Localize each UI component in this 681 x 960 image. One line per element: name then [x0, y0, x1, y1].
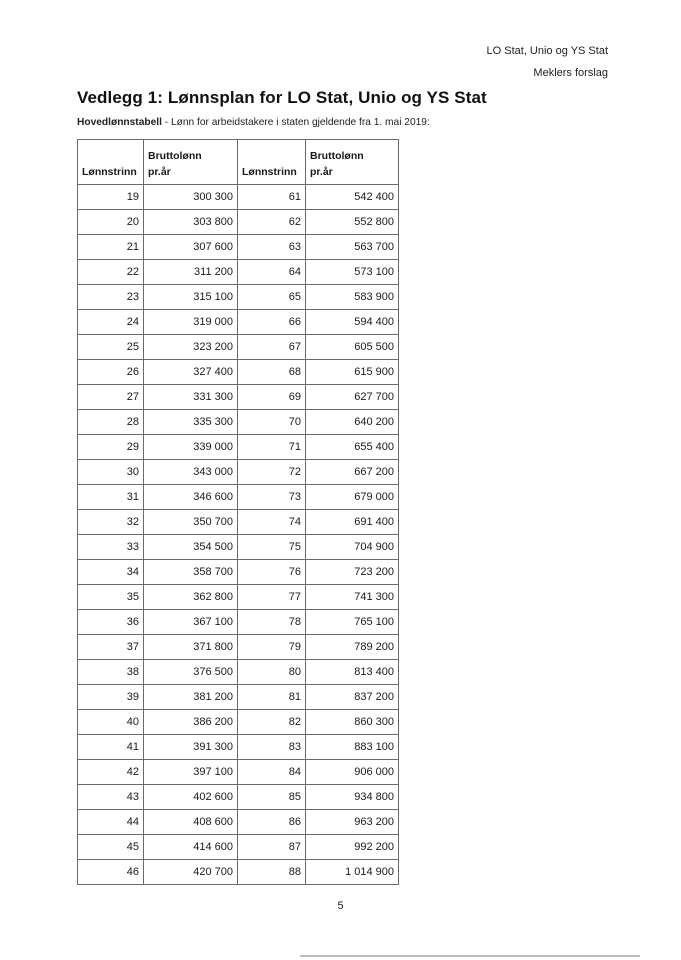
cell-step-left: 31 [78, 485, 144, 510]
cell-step-right: 69 [238, 385, 306, 410]
table-row [78, 560, 399, 585]
cell-step-left: 20 [78, 210, 144, 235]
cell-pay-left: 335 300 [144, 410, 238, 435]
cell-step-left: 32 [78, 510, 144, 535]
cell-step-right: 71 [238, 435, 306, 460]
cell-pay-left: 300 300 [144, 185, 238, 210]
table-body [78, 185, 399, 885]
table-row [78, 810, 399, 835]
cell-step-right: 86 [238, 810, 306, 835]
cell-step-left: 41 [78, 735, 144, 760]
cell-step-right: 65 [238, 285, 306, 310]
cell-pay-right: 667 200 [306, 460, 399, 485]
table-row [78, 360, 399, 385]
cell-step-left: 26 [78, 360, 144, 385]
header-pay-top: Bruttolønn [148, 150, 202, 162]
cell-pay-right: 542 400 [306, 185, 399, 210]
cell-pay-left: 331 300 [144, 385, 238, 410]
cell-step-left: 37 [78, 635, 144, 660]
cell-step-right: 88 [238, 860, 306, 885]
cell-step-left: 22 [78, 260, 144, 285]
cell-step-right: 61 [238, 185, 306, 210]
cell-step-left: 36 [78, 610, 144, 635]
cell-pay-right: 563 700 [306, 235, 399, 260]
cell-step-right: 76 [238, 560, 306, 585]
cell-step-right: 72 [238, 460, 306, 485]
cell-pay-left: 307 600 [144, 235, 238, 260]
cell-step-left: 34 [78, 560, 144, 585]
header-step-1 [78, 140, 144, 185]
cell-step-right: 62 [238, 210, 306, 235]
salary-table [77, 139, 399, 885]
header-pay-2 [306, 140, 399, 185]
header-pay-bottom: pr.år [148, 166, 171, 178]
cell-pay-left: 367 100 [144, 610, 238, 635]
cell-step-left: 42 [78, 760, 144, 785]
cell-pay-right: 789 200 [306, 635, 399, 660]
cell-pay-left: 408 600 [144, 810, 238, 835]
cell-step-left: 23 [78, 285, 144, 310]
header-proposal: Meklers forslag [533, 67, 608, 79]
cell-step-left: 44 [78, 810, 144, 835]
table-row [78, 735, 399, 760]
cell-pay-left: 362 800 [144, 585, 238, 610]
cell-pay-left: 371 800 [144, 635, 238, 660]
table-row [78, 785, 399, 810]
table-row [78, 760, 399, 785]
table-row [78, 485, 399, 510]
table-row [78, 185, 399, 210]
cell-step-right: 87 [238, 835, 306, 860]
cell-step-right: 67 [238, 335, 306, 360]
cell-step-left: 43 [78, 785, 144, 810]
cell-pay-right: 605 500 [306, 335, 399, 360]
cell-pay-right: 934 800 [306, 785, 399, 810]
table-row [78, 335, 399, 360]
cell-step-right: 64 [238, 260, 306, 285]
cell-pay-right: 906 000 [306, 760, 399, 785]
cell-pay-left: 350 700 [144, 510, 238, 535]
cell-step-right: 84 [238, 760, 306, 785]
cell-step-left: 28 [78, 410, 144, 435]
cell-step-right: 75 [238, 535, 306, 560]
cell-step-left: 38 [78, 660, 144, 685]
cell-pay-right: 992 200 [306, 835, 399, 860]
table-row [78, 860, 399, 885]
cell-pay-left: 315 100 [144, 285, 238, 310]
cell-pay-right: 691 400 [306, 510, 399, 535]
header-step-label: Lønnstrinn [242, 166, 297, 178]
cell-step-right: 83 [238, 735, 306, 760]
cell-pay-left: 339 000 [144, 435, 238, 460]
cell-step-right: 63 [238, 235, 306, 260]
table-row [78, 235, 399, 260]
cell-pay-right: 723 200 [306, 560, 399, 585]
header-pay-1 [144, 140, 238, 185]
cell-step-left: 39 [78, 685, 144, 710]
table-row [78, 710, 399, 735]
cell-step-right: 81 [238, 685, 306, 710]
cell-pay-left: 376 500 [144, 660, 238, 685]
cell-pay-left: 414 600 [144, 835, 238, 860]
cell-pay-right: 552 800 [306, 210, 399, 235]
cell-step-left: 19 [78, 185, 144, 210]
table-row [78, 535, 399, 560]
cell-pay-right: 627 700 [306, 385, 399, 410]
cell-pay-right: 679 000 [306, 485, 399, 510]
cell-step-right: 78 [238, 610, 306, 635]
cell-pay-left: 346 600 [144, 485, 238, 510]
cell-step-right: 79 [238, 635, 306, 660]
header-pay-top: Bruttolønn [310, 150, 364, 162]
cell-step-right: 74 [238, 510, 306, 535]
cell-pay-left: 343 000 [144, 460, 238, 485]
cell-pay-right: 837 200 [306, 685, 399, 710]
cell-pay-right: 860 300 [306, 710, 399, 735]
table-row [78, 410, 399, 435]
header-pay-bottom: pr.år [310, 166, 333, 178]
table-row [78, 635, 399, 660]
cell-pay-left: 397 100 [144, 760, 238, 785]
cell-pay-right: 615 900 [306, 360, 399, 385]
table-row [78, 585, 399, 610]
cell-pay-right: 704 900 [306, 535, 399, 560]
cell-step-left: 33 [78, 535, 144, 560]
scan-edge-line [300, 955, 640, 957]
cell-step-left: 27 [78, 385, 144, 410]
cell-step-right: 73 [238, 485, 306, 510]
cell-pay-right: 655 400 [306, 435, 399, 460]
table-row [78, 460, 399, 485]
header-org: LO Stat, Unio og YS Stat [486, 45, 608, 57]
table-row [78, 685, 399, 710]
cell-pay-right: 963 200 [306, 810, 399, 835]
cell-pay-left: 420 700 [144, 860, 238, 885]
cell-step-left: 21 [78, 235, 144, 260]
cell-step-right: 70 [238, 410, 306, 435]
cell-pay-left: 386 200 [144, 710, 238, 735]
table-row [78, 435, 399, 460]
cell-pay-right: 640 200 [306, 410, 399, 435]
cell-pay-right: 741 300 [306, 585, 399, 610]
cell-step-right: 85 [238, 785, 306, 810]
page-number: 5 [337, 900, 344, 912]
table-row [78, 835, 399, 860]
cell-pay-left: 327 400 [144, 360, 238, 385]
table-row [78, 385, 399, 410]
cell-pay-right: 883 100 [306, 735, 399, 760]
page-title: Vedlegg 1: Lønnsplan for LO Stat, Unio og YS Stat [77, 88, 487, 107]
cell-pay-left: 358 700 [144, 560, 238, 585]
cell-pay-left: 323 200 [144, 335, 238, 360]
header-step-2 [238, 140, 306, 185]
table-row [78, 310, 399, 335]
table-row [78, 210, 399, 235]
cell-pay-left: 319 000 [144, 310, 238, 335]
cell-step-right: 68 [238, 360, 306, 385]
table-caption [77, 117, 430, 128]
cell-pay-right: 1 014 900 [306, 860, 399, 885]
table-row [78, 285, 399, 310]
cell-pay-right: 765 100 [306, 610, 399, 635]
cell-step-left: 30 [78, 460, 144, 485]
table-header-row [78, 140, 399, 185]
cell-step-left: 29 [78, 435, 144, 460]
cell-step-right: 82 [238, 710, 306, 735]
cell-step-left: 45 [78, 835, 144, 860]
cell-step-left: 35 [78, 585, 144, 610]
cell-step-left: 24 [78, 310, 144, 335]
table-row [78, 610, 399, 635]
cell-step-right: 66 [238, 310, 306, 335]
cell-pay-right: 583 900 [306, 285, 399, 310]
cell-step-right: 80 [238, 660, 306, 685]
cell-step-left: 25 [78, 335, 144, 360]
cell-pay-right: 573 100 [306, 260, 399, 285]
cell-step-right: 77 [238, 585, 306, 610]
cell-pay-left: 381 200 [144, 685, 238, 710]
cell-pay-left: 354 500 [144, 535, 238, 560]
cell-pay-left: 402 600 [144, 785, 238, 810]
table-row [78, 260, 399, 285]
caption-text: - Lønn for arbeidstakere i staten gjeldende fra 1. mai 2019: [161, 117, 430, 128]
cell-pay-left: 303 800 [144, 210, 238, 235]
cell-pay-right: 594 400 [306, 310, 399, 335]
cell-pay-right: 813 400 [306, 660, 399, 685]
table-row [78, 660, 399, 685]
cell-pay-left: 391 300 [144, 735, 238, 760]
cell-pay-left: 311 200 [144, 260, 238, 285]
cell-step-left: 40 [78, 710, 144, 735]
header-step-label: Lønnstrinn [82, 166, 137, 178]
caption-bold: Hovedlønnstabell [77, 117, 162, 128]
table-row [78, 510, 399, 535]
cell-step-left: 46 [78, 860, 144, 885]
